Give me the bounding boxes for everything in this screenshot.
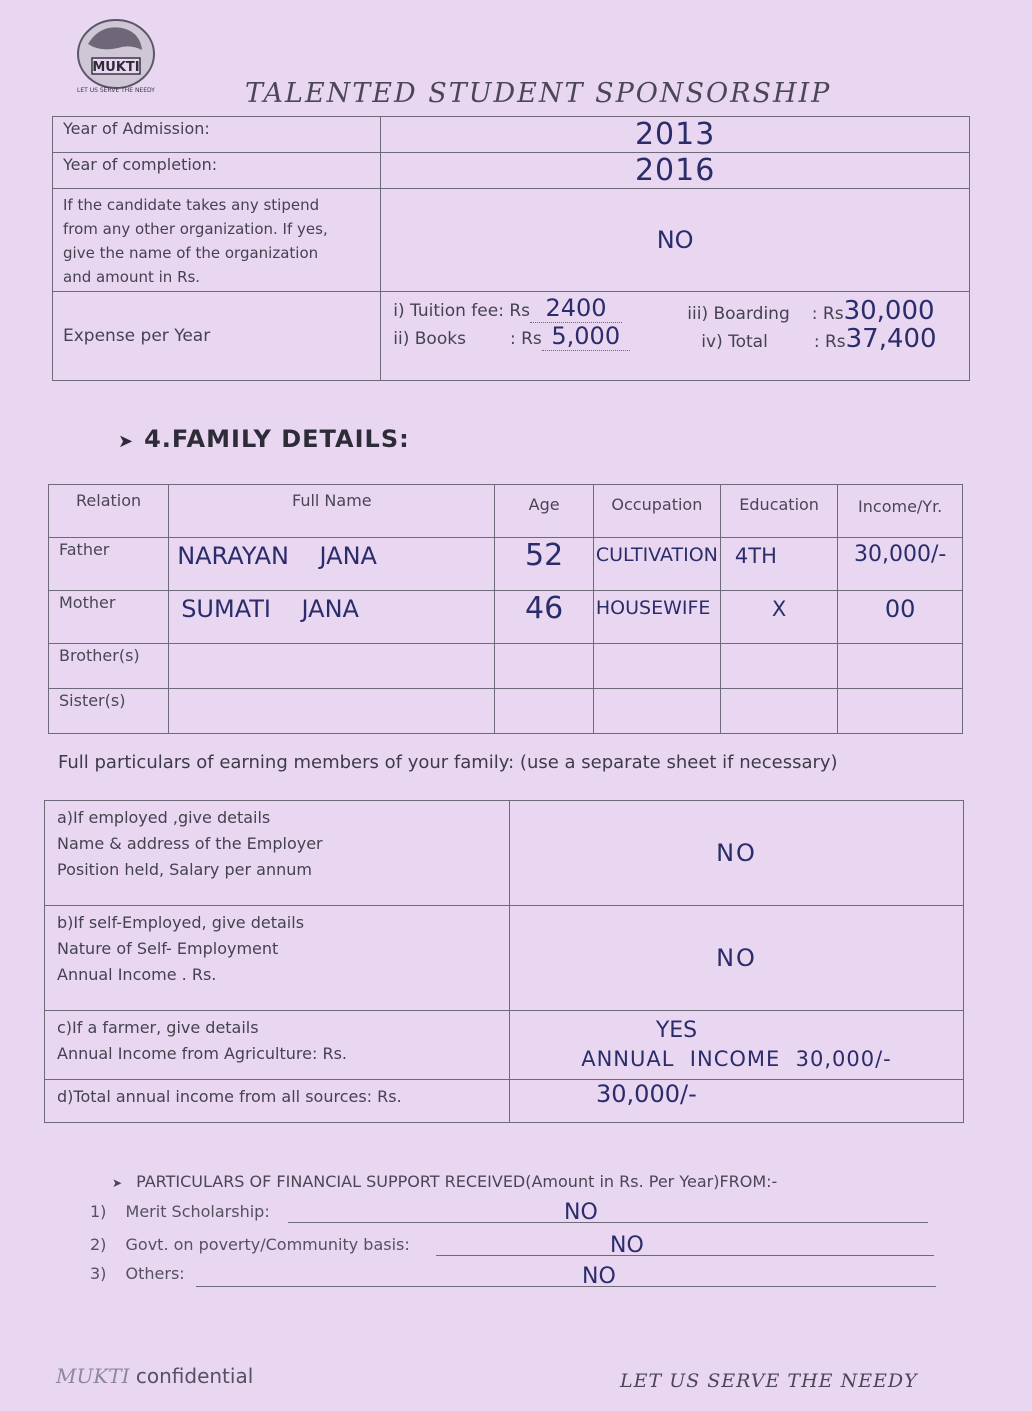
svg-text:LET US SERVE THE NEEDY: LET US SERVE THE NEEDY <box>77 87 155 94</box>
relation-cell: Father <box>49 538 169 591</box>
table-row <box>49 591 963 644</box>
relation-cell: Brother(s) <box>49 644 169 689</box>
admission-field[interactable] <box>381 117 970 153</box>
self-employed-label-line: Nature of Self- Employment <box>57 939 279 958</box>
col-relation: Relation <box>49 485 169 538</box>
col-income: Income/Yr. <box>838 485 963 538</box>
family-details-heading <box>118 425 410 453</box>
others-row <box>90 1264 185 1283</box>
education-cell[interactable] <box>720 591 837 644</box>
merit-label: Merit Scholarship: <box>125 1202 270 1221</box>
footer-confidential-text: confidential <box>135 1364 254 1388</box>
relation-cell: Mother <box>49 591 169 644</box>
occupation-cell[interactable] <box>593 591 720 644</box>
farmer-label-line: Annual Income from Agriculture: Rs. <box>57 1044 347 1063</box>
mother-income: 00 <box>884 595 916 623</box>
self-employed-value: NO <box>716 944 757 972</box>
form-title: TALENTED STUDENT SPONSORSHIP <box>245 78 832 109</box>
mother-education: X <box>771 597 787 621</box>
employed-label-line: a)If employed ,give details <box>57 808 271 827</box>
merit-line[interactable] <box>288 1200 928 1225</box>
family-table <box>48 484 963 734</box>
stipend-field[interactable] <box>381 189 970 292</box>
mother-name: SUMATI JANA <box>181 595 359 623</box>
table-row <box>49 689 963 734</box>
expense-field[interactable] <box>381 292 970 381</box>
table-row <box>49 538 963 591</box>
others-line[interactable] <box>196 1264 936 1289</box>
employed-label-line: Position held, Salary per annum <box>57 860 312 879</box>
others-label: Others: <box>125 1264 185 1283</box>
name-cell[interactable] <box>169 644 495 689</box>
age-cell[interactable] <box>495 538 593 591</box>
candidate-table <box>52 116 970 381</box>
govt-value: NO <box>610 1233 644 1258</box>
age-cell[interactable] <box>495 644 593 689</box>
self-employed-label-line: b)If self-Employed, give details <box>57 913 305 932</box>
education-cell[interactable] <box>720 689 837 734</box>
govt-line[interactable] <box>436 1233 934 1258</box>
books-label: ii) Books <box>393 329 466 349</box>
govt-label: Govt. on poverty/Community basis: <box>125 1235 410 1254</box>
completion-field[interactable] <box>381 153 970 189</box>
stipend-value: NO <box>656 226 694 254</box>
employed-field[interactable] <box>510 801 964 906</box>
arrow-bullet-icon: ➤ <box>118 431 135 452</box>
total-income-value: 30,000/- <box>596 1080 697 1108</box>
earning-table <box>44 800 964 1123</box>
others-value: NO <box>582 1264 616 1289</box>
govt-row <box>90 1235 410 1254</box>
father-name: NARAYAN JANA <box>177 542 377 570</box>
income-cell[interactable] <box>838 538 963 591</box>
mukti-logo <box>70 14 166 98</box>
self-employed-field[interactable] <box>510 906 964 1011</box>
age-cell[interactable] <box>495 689 593 734</box>
employed-label-line: Name & address of the Employer <box>57 834 323 853</box>
financial-heading-text: PARTICULARS OF FINANCIAL SUPPORT RECEIVED(Amount in Rs. Per Year)FROM:- <box>136 1172 778 1191</box>
family-table-header <box>49 485 963 538</box>
total-income-label: d)Total annual income from all sources: Rs. <box>45 1080 510 1123</box>
relation-cell: Sister(s) <box>49 689 169 734</box>
earning-members-heading: Full particulars of earning members of your family: (use a separate sheet if necessary) <box>58 752 838 773</box>
farmer-value-income: ANNUAL INCOME 30,000/- <box>581 1047 892 1071</box>
tuition-value: 2400 <box>545 294 607 322</box>
income-cell[interactable] <box>838 644 963 689</box>
stipend-label-line: give the name of the organization <box>63 244 319 262</box>
stipend-label-line: and amount in Rs. <box>63 268 201 286</box>
svg-text:MUKTI: MUKTI <box>92 60 140 75</box>
name-cell[interactable] <box>169 689 495 734</box>
col-full-name: Full Name <box>169 485 495 538</box>
self-employed-label-line: Annual Income . Rs. <box>57 965 217 984</box>
footer-brand: MUKTI <box>56 1364 130 1388</box>
item-number: 3) <box>90 1264 107 1283</box>
mother-occupation: HOUSEWIFE <box>595 597 711 619</box>
employed-label <box>45 801 510 906</box>
income-cell[interactable] <box>838 689 963 734</box>
stipend-label-line: from any other organization. If yes, <box>63 220 328 238</box>
education-cell[interactable] <box>720 644 837 689</box>
occupation-cell[interactable] <box>593 644 720 689</box>
father-education: 4TH <box>734 544 777 568</box>
income-cell[interactable] <box>838 591 963 644</box>
mother-age: 46 <box>525 591 564 626</box>
stipend-label <box>53 189 381 292</box>
total-rs: : Rs <box>813 332 846 352</box>
completion-value: 2016 <box>634 153 716 188</box>
family-heading-text: 4.FAMILY DETAILS: <box>144 425 410 453</box>
books-rs: : Rs <box>509 329 542 349</box>
father-income: 30,000/- <box>853 542 947 567</box>
farmer-label <box>45 1011 510 1080</box>
financial-support-heading <box>112 1172 777 1191</box>
employed-value: NO <box>716 839 757 867</box>
table-row <box>49 644 963 689</box>
boarding-label: iii) Boarding <box>687 304 790 324</box>
col-education: Education <box>720 485 837 538</box>
total-label: iv) Total <box>701 332 768 352</box>
item-number: 1) <box>90 1202 107 1221</box>
farmer-field[interactable] <box>510 1011 964 1080</box>
admission-value: 2013 <box>634 117 716 152</box>
name-cell[interactable] <box>169 591 495 644</box>
boarding-rs: : Rs <box>811 304 844 324</box>
footer-motto: LET US SERVE THE NEEDY <box>620 1370 918 1392</box>
admission-label: Year of Admission: <box>53 117 381 153</box>
col-age: Age <box>495 485 593 538</box>
boarding-value: 30,000 <box>843 296 935 326</box>
merit-scholarship-row <box>90 1202 270 1221</box>
merit-value: NO <box>564 1200 598 1225</box>
farmer-label-line: c)If a farmer, give details <box>57 1018 259 1037</box>
books-value: 5,000 <box>551 322 621 350</box>
stipend-label-line: If the candidate takes any stipend <box>63 196 320 214</box>
occupation-cell[interactable] <box>593 538 720 591</box>
total-value: 37,400 <box>845 324 937 354</box>
completion-label: Year of completion: <box>53 153 381 189</box>
father-age: 52 <box>525 538 564 573</box>
education-cell[interactable] <box>720 538 837 591</box>
total-income-field[interactable] <box>510 1080 964 1123</box>
self-employed-label <box>45 906 510 1011</box>
item-number: 2) <box>90 1235 107 1254</box>
farmer-value-yes: YES <box>655 1018 698 1043</box>
expense-label: Expense per Year <box>53 292 381 381</box>
col-occupation: Occupation <box>593 485 720 538</box>
age-cell[interactable] <box>495 591 593 644</box>
father-occupation: CULTIVATION <box>595 544 718 566</box>
footer-confidential <box>56 1364 253 1388</box>
name-cell[interactable] <box>169 538 495 591</box>
arrow-bullet-icon: ➤ <box>112 1176 123 1190</box>
occupation-cell[interactable] <box>593 689 720 734</box>
tuition-label: i) Tuition fee: Rs <box>393 301 531 321</box>
